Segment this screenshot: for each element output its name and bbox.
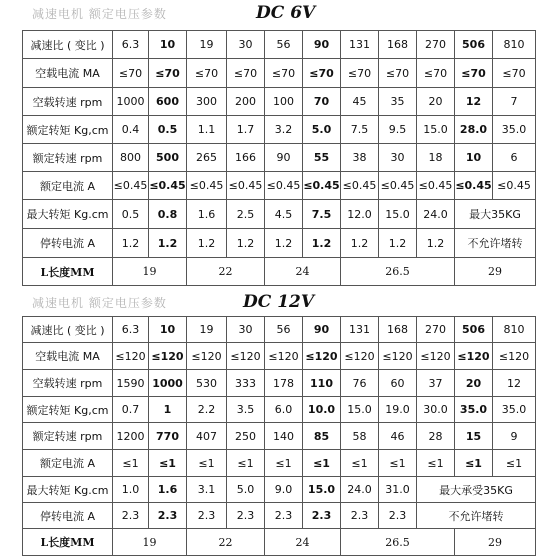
value-cell: 1.7 — [227, 116, 265, 144]
ratio-cell: 6.3 — [113, 317, 149, 343]
value-cell: 9 — [493, 423, 536, 450]
value-cell: ≤0.45 — [341, 172, 379, 200]
value-cell: 1.2 — [379, 229, 417, 258]
length-cell: 19 — [113, 529, 187, 556]
value-cell: 28 — [417, 423, 455, 450]
value-cell: 15.0 — [341, 397, 379, 423]
value-cell: ≤1 — [187, 450, 227, 477]
note-cell: 不允许堵转 — [455, 229, 536, 258]
row-label: 减速比 ( 变比 ) — [23, 317, 113, 343]
ratio-cell: 10 — [149, 317, 187, 343]
value-cell: ≤70 — [149, 59, 187, 88]
value-cell: 38 — [341, 144, 379, 172]
value-cell: ≤70 — [265, 59, 303, 88]
value-cell: 1.0 — [113, 477, 149, 503]
value-cell: ≤1 — [493, 450, 536, 477]
row-label: 额定转速 rpm — [23, 423, 113, 450]
value-cell: 1 — [149, 397, 187, 423]
row-label: 停转电流 A — [23, 229, 113, 258]
value-cell: 15 — [455, 423, 493, 450]
value-cell: 7.5 — [341, 116, 379, 144]
value-cell: 9.5 — [379, 116, 417, 144]
value-cell: 300 — [187, 88, 227, 116]
table-row — [23, 343, 536, 370]
value-cell: ≤70 — [493, 59, 536, 88]
value-cell: ≤0.45 — [187, 172, 227, 200]
note-cell: 不允许堵转 — [417, 503, 536, 529]
spec-table-12v — [22, 316, 536, 556]
value-cell: 3.2 — [265, 116, 303, 144]
ratio-cell: 810 — [493, 31, 536, 59]
value-cell: 2.3 — [265, 503, 303, 529]
value-cell: 10 — [455, 144, 493, 172]
ratio-cell: 56 — [265, 317, 303, 343]
ratio-cell: 506 — [455, 31, 493, 59]
table-row — [23, 116, 536, 144]
value-cell: 15.0 — [417, 116, 455, 144]
value-cell: 1.2 — [417, 229, 455, 258]
ratio-cell: 10 — [149, 31, 187, 59]
value-cell: 35.0 — [493, 397, 536, 423]
value-cell: 1.2 — [113, 229, 149, 258]
row-label: 停转电流 A — [23, 503, 113, 529]
value-cell: ≤120 — [493, 343, 536, 370]
value-cell: ≤1 — [417, 450, 455, 477]
value-cell: 5.0 — [227, 477, 265, 503]
value-cell: 3.1 — [187, 477, 227, 503]
section-12v-title — [0, 289, 560, 315]
value-cell: 7 — [493, 88, 536, 116]
table-row — [23, 88, 536, 116]
value-cell: 2.3 — [341, 503, 379, 529]
row-label: 最大转矩 Kg.cm — [23, 477, 113, 503]
value-cell: ≤120 — [227, 343, 265, 370]
ratio-cell: 270 — [417, 31, 455, 59]
value-cell: ≤0.45 — [227, 172, 265, 200]
ratio-cell: 506 — [455, 317, 493, 343]
table-row — [23, 200, 536, 229]
row-label: 空载电流 MA — [23, 343, 113, 370]
faded-title: 减速电机 额定电压参数 — [32, 296, 167, 310]
value-cell: ≤1 — [227, 450, 265, 477]
value-cell: ≤0.45 — [265, 172, 303, 200]
value-cell: 500 — [149, 144, 187, 172]
value-cell: 2.3 — [187, 503, 227, 529]
length-cell: 24 — [265, 258, 341, 286]
length-row — [23, 258, 536, 286]
value-cell: 3.5 — [227, 397, 265, 423]
value-cell: ≤120 — [265, 343, 303, 370]
value-cell: ≤70 — [379, 59, 417, 88]
value-cell: 46 — [379, 423, 417, 450]
value-cell: 2.3 — [379, 503, 417, 529]
row-label: 额定转矩 Kg,cm — [23, 116, 113, 144]
value-cell: 55 — [303, 144, 341, 172]
length-cell: 22 — [187, 529, 265, 556]
value-cell: 1.2 — [341, 229, 379, 258]
value-cell: 35.0 — [455, 397, 493, 423]
value-cell: 100 — [265, 88, 303, 116]
value-cell: 7.5 — [303, 200, 341, 229]
value-cell: 407 — [187, 423, 227, 450]
value-cell: 1.2 — [187, 229, 227, 258]
length-cell: 26.5 — [341, 258, 455, 286]
spec-table-6v — [22, 30, 536, 286]
value-cell: 30.0 — [417, 397, 455, 423]
value-cell: 0.5 — [113, 200, 149, 229]
ratio-row — [23, 31, 536, 59]
length-label: L长度MM — [23, 258, 113, 286]
value-cell: ≤1 — [149, 450, 187, 477]
ratio-cell: 6.3 — [113, 31, 149, 59]
value-cell: 110 — [303, 370, 341, 397]
value-cell: 0.7 — [113, 397, 149, 423]
value-cell: ≤120 — [187, 343, 227, 370]
value-cell: ≤70 — [113, 59, 149, 88]
note-cell: 最大承受35KG — [417, 477, 536, 503]
value-cell: 20 — [417, 88, 455, 116]
value-cell: 12 — [493, 370, 536, 397]
value-cell: 140 — [265, 423, 303, 450]
value-cell: ≤0.45 — [379, 172, 417, 200]
value-cell: 6 — [493, 144, 536, 172]
value-cell: 35.0 — [493, 116, 536, 144]
value-cell: 1000 — [149, 370, 187, 397]
value-cell: 85 — [303, 423, 341, 450]
length-cell: 19 — [113, 258, 187, 286]
value-cell: ≤1 — [455, 450, 493, 477]
row-label: 额定转速 rpm — [23, 144, 113, 172]
row-label: 额定电流 A — [23, 172, 113, 200]
value-cell: 24.0 — [417, 200, 455, 229]
ratio-cell: 90 — [303, 31, 341, 59]
value-cell: 58 — [341, 423, 379, 450]
length-cell: 24 — [265, 529, 341, 556]
value-cell: 0.4 — [113, 116, 149, 144]
value-cell: ≤120 — [149, 343, 187, 370]
value-cell: 90 — [265, 144, 303, 172]
value-cell: 333 — [227, 370, 265, 397]
value-cell: 1.2 — [303, 229, 341, 258]
value-cell: ≤1 — [265, 450, 303, 477]
value-cell: 1000 — [113, 88, 149, 116]
table-row — [23, 450, 536, 477]
value-cell: 12 — [455, 88, 493, 116]
value-cell: ≤0.45 — [417, 172, 455, 200]
value-cell: 530 — [187, 370, 227, 397]
ratio-cell: 168 — [379, 31, 417, 59]
value-cell: 70 — [303, 88, 341, 116]
ratio-cell: 810 — [493, 317, 536, 343]
table-row — [23, 144, 536, 172]
value-cell: ≤1 — [303, 450, 341, 477]
row-label: 最大转矩 Kg.cm — [23, 200, 113, 229]
value-cell: 600 — [149, 88, 187, 116]
value-cell: ≤0.45 — [149, 172, 187, 200]
value-cell: 4.5 — [265, 200, 303, 229]
ratio-cell: 131 — [341, 317, 379, 343]
value-cell: 24.0 — [341, 477, 379, 503]
value-cell: 1.2 — [265, 229, 303, 258]
length-row — [23, 529, 536, 556]
value-cell: ≤1 — [113, 450, 149, 477]
ratio-cell: 30 — [227, 317, 265, 343]
value-cell: 6.0 — [265, 397, 303, 423]
ratio-cell: 56 — [265, 31, 303, 59]
value-cell: ≤70 — [341, 59, 379, 88]
value-cell: 30 — [379, 144, 417, 172]
row-label: 空载转速 rpm — [23, 88, 113, 116]
row-label: 额定电流 A — [23, 450, 113, 477]
value-cell: ≤0.45 — [493, 172, 536, 200]
value-cell: 9.0 — [265, 477, 303, 503]
value-cell: ≤120 — [379, 343, 417, 370]
value-cell: ≤120 — [303, 343, 341, 370]
table-row — [23, 172, 536, 200]
value-cell: 1.6 — [149, 477, 187, 503]
value-cell: ≤120 — [417, 343, 455, 370]
value-cell: 2.3 — [113, 503, 149, 529]
table-row — [23, 59, 536, 88]
length-cell: 29 — [455, 529, 536, 556]
value-cell: ≤0.45 — [455, 172, 493, 200]
value-cell: 0.8 — [149, 200, 187, 229]
ratio-cell: 90 — [303, 317, 341, 343]
value-cell: 1.2 — [227, 229, 265, 258]
value-cell: 15.0 — [303, 477, 341, 503]
value-cell: 2.3 — [303, 503, 341, 529]
value-cell: ≤120 — [455, 343, 493, 370]
value-cell: 15.0 — [379, 200, 417, 229]
section-6v-title — [0, 0, 560, 26]
row-label: 空载电流 MA — [23, 59, 113, 88]
value-cell: 1200 — [113, 423, 149, 450]
value-cell: ≤70 — [187, 59, 227, 88]
length-cell: 26.5 — [341, 529, 455, 556]
row-label: 减速比 ( 变比 ) — [23, 31, 113, 59]
ratio-cell: 168 — [379, 317, 417, 343]
table-row — [23, 370, 536, 397]
table-row — [23, 477, 536, 503]
section-heading: DC 6V — [256, 3, 316, 23]
value-cell: 5.0 — [303, 116, 341, 144]
value-cell: ≤70 — [227, 59, 265, 88]
value-cell: 1.6 — [187, 200, 227, 229]
value-cell: 37 — [417, 370, 455, 397]
value-cell: 60 — [379, 370, 417, 397]
value-cell: 166 — [227, 144, 265, 172]
value-cell: 18 — [417, 144, 455, 172]
table-row — [23, 503, 536, 529]
ratio-cell: 19 — [187, 31, 227, 59]
value-cell: 35 — [379, 88, 417, 116]
value-cell: ≤1 — [341, 450, 379, 477]
ratio-cell: 30 — [227, 31, 265, 59]
ratio-cell: 270 — [417, 317, 455, 343]
value-cell: ≤120 — [113, 343, 149, 370]
value-cell: 28.0 — [455, 116, 493, 144]
value-cell: ≤70 — [455, 59, 493, 88]
value-cell: 12.0 — [341, 200, 379, 229]
table-row — [23, 397, 536, 423]
value-cell: 265 — [187, 144, 227, 172]
value-cell: 800 — [113, 144, 149, 172]
value-cell: 178 — [265, 370, 303, 397]
row-label: 额定转矩 Kg,cm — [23, 397, 113, 423]
section-heading: DC 12V — [243, 292, 315, 312]
value-cell: ≤70 — [303, 59, 341, 88]
value-cell: 770 — [149, 423, 187, 450]
value-cell: ≤1 — [379, 450, 417, 477]
row-label: 空载转速 rpm — [23, 370, 113, 397]
value-cell: 1.2 — [149, 229, 187, 258]
value-cell: ≤70 — [417, 59, 455, 88]
value-cell: 0.5 — [149, 116, 187, 144]
table-row — [23, 423, 536, 450]
length-cell: 22 — [187, 258, 265, 286]
value-cell: 10.0 — [303, 397, 341, 423]
value-cell: ≤120 — [341, 343, 379, 370]
note-cell: 最大35KG — [455, 200, 536, 229]
value-cell: 76 — [341, 370, 379, 397]
length-label: L长度MM — [23, 529, 113, 556]
value-cell: 19.0 — [379, 397, 417, 423]
value-cell: 200 — [227, 88, 265, 116]
length-cell: 29 — [455, 258, 536, 286]
value-cell: ≤0.45 — [113, 172, 149, 200]
value-cell: 20 — [455, 370, 493, 397]
value-cell: 1590 — [113, 370, 149, 397]
value-cell: 2.3 — [227, 503, 265, 529]
value-cell: 1.1 — [187, 116, 227, 144]
value-cell: 2.5 — [227, 200, 265, 229]
value-cell: 250 — [227, 423, 265, 450]
value-cell: 2.3 — [149, 503, 187, 529]
table-row — [23, 229, 536, 258]
value-cell: 31.0 — [379, 477, 417, 503]
value-cell: 2.2 — [187, 397, 227, 423]
ratio-cell: 131 — [341, 31, 379, 59]
value-cell: 45 — [341, 88, 379, 116]
value-cell: ≤0.45 — [303, 172, 341, 200]
ratio-row — [23, 317, 536, 343]
ratio-cell: 19 — [187, 317, 227, 343]
faded-title: 减速电机 额定电压参数 — [32, 7, 167, 21]
